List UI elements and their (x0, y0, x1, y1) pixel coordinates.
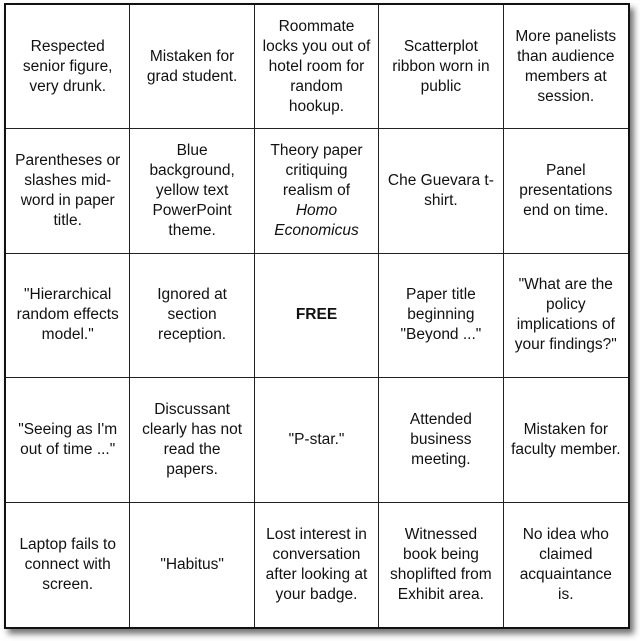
square-text: Discussant clearly has not read the papers. (142, 400, 243, 478)
bingo-square (255, 378, 379, 502)
square-text (262, 141, 371, 241)
square-text: Ignored at section reception. (157, 286, 227, 344)
square-text: Witnessed book being shoplifted from Exhibit area. (390, 525, 492, 603)
free-square (255, 254, 379, 378)
bingo-grid (6, 5, 628, 627)
bingo-square (504, 5, 628, 129)
bingo-square (6, 129, 130, 253)
square-text: FREE (295, 306, 338, 324)
square-text: More panelists than audience members at session. (515, 27, 617, 105)
square-text: Che Guevara t-shirt. (387, 172, 494, 210)
square-text-plain: Theory paper critiquing realism of (270, 142, 363, 200)
square-text: "What are the policy implications of your findings?" (514, 276, 617, 354)
bingo-square (6, 378, 130, 502)
square-text: Roommate locks you out of hotel room for random hookup. (262, 17, 371, 115)
bingo-square (255, 129, 379, 253)
square-text-italic: Homo Economicus (274, 202, 359, 240)
square-text: Lost interest in conversation after looking at your badge. (265, 525, 368, 603)
bingo-square (504, 129, 628, 253)
bingo-square (6, 503, 130, 627)
square-text: Attended business meeting. (409, 410, 472, 468)
bingo-square (379, 129, 503, 253)
bingo-square (504, 254, 628, 378)
square-text: No idea who claimed acquaintance is. (519, 525, 612, 603)
square-text: Parentheses or slashes mid-word in paper title. (15, 152, 121, 230)
bingo-square (130, 5, 254, 129)
bingo-square (379, 378, 503, 502)
square-text: "Hierarchical random effects model." (16, 286, 119, 344)
bingo-square (6, 254, 130, 378)
bingo-square (504, 503, 628, 627)
square-text: "Habitus" (160, 555, 224, 573)
bingo-square (130, 129, 254, 253)
bingo-square (255, 503, 379, 627)
bingo-square (6, 5, 130, 129)
square-text: Blue background, yellow text PowerPoint theme. (149, 142, 235, 240)
square-text: Mistaken for grad student. (146, 47, 238, 85)
bingo-square (130, 378, 254, 502)
square-text: Mistaken for faculty member. (511, 420, 621, 458)
bingo-square (379, 503, 503, 627)
square-text: "P-star." (288, 430, 345, 448)
square-text: Scatterplot ribbon worn in public (392, 37, 490, 95)
bingo-square (255, 5, 379, 129)
square-text: Panel presentations end on time. (519, 162, 613, 220)
square-text: Respected senior figure, very drunk. (22, 37, 113, 95)
bingo-square (130, 503, 254, 627)
square-text: Paper title beginning "Beyond ..." (400, 286, 482, 344)
square-text: "Seeing as I'm out of time ..." (18, 420, 118, 458)
bingo-card (4, 3, 630, 629)
bingo-square (379, 254, 503, 378)
bingo-square (130, 254, 254, 378)
square-text: Laptop fails to connect with screen. (19, 535, 116, 593)
bingo-square (504, 378, 628, 502)
bingo-square (379, 5, 503, 129)
